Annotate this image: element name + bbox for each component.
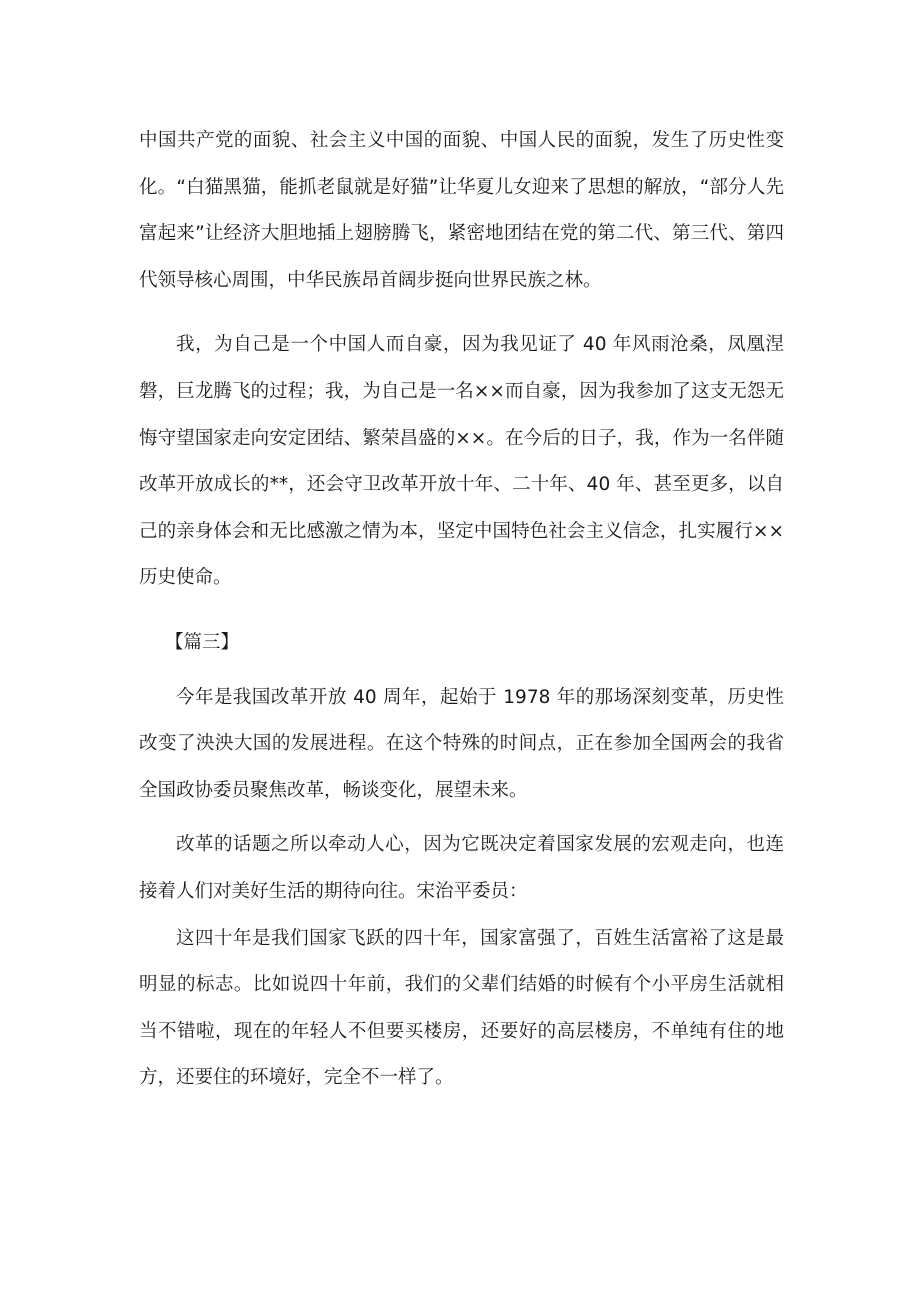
paragraph-reform-topic: 改革的话题之所以牵动人心，因为它既决定着国家发展的宏观走向，也连接着人们对美好生活的期待向往。宋治平委员： [139,834,784,902]
section-title: 【篇三】 [165,631,240,653]
paragraph-anniversary: 今年是我国改革开放 40 周年，起始于 1978 年的那场深刻变革，历史性改变了泱泱大国的发展进程。在这个特殊的时间点，正在参加全国两会的我省全国政协委员聚焦改革，畅谈变化，展望未来。 [139,686,784,801]
paragraph-pride: 我，为自己是一个中国人而自豪，因为我见证了 40 年风雨沧桑，凤凰涅磐，巨龙腾飞的过程；我，为自己是一名××而自豪，因为我参加了这支无怨无悔守望国家走向安定团结、繁荣昌盛的××。在今后的日子，我，作为一名伴随改革开放成长的**，还会守卫改革开放十年、二十年、40 年、甚至更多，以自己的亲身体会和无比感激之情为本，坚定中国特色社会主义信念，扎实履行××历史使命。 [139,334,784,589]
paragraph-continuation: 中国共产党的面貌、社会主义中国的面貌、中国人民的面貌，发生了历史性变化。“白猫黑猫，能抓老鼠就是好猫”让华夏儿女迎来了思想的解放，“部分人先富起来”让经济大胆地插上翅膀腾飞，紧密地团结在党的第二代、第三代、第四代领导核心周围，中华民族昂首阔步挺向世界民族之林。 [139,130,784,291]
document-body [139,118,784,1102]
paragraph-quote: 这四十年是我们国家飞跃的四十年，国家富强了，百姓生活富裕了这是最明显的标志。比如说四十年前，我们的父辈们结婚的时候有个小平房生活就相当不错啦，现在的年轻人不但要买楼房，还要好的高层楼房，不单纯有住的地方，还要住的环境好，完全不一样了。 [139,927,784,1089]
